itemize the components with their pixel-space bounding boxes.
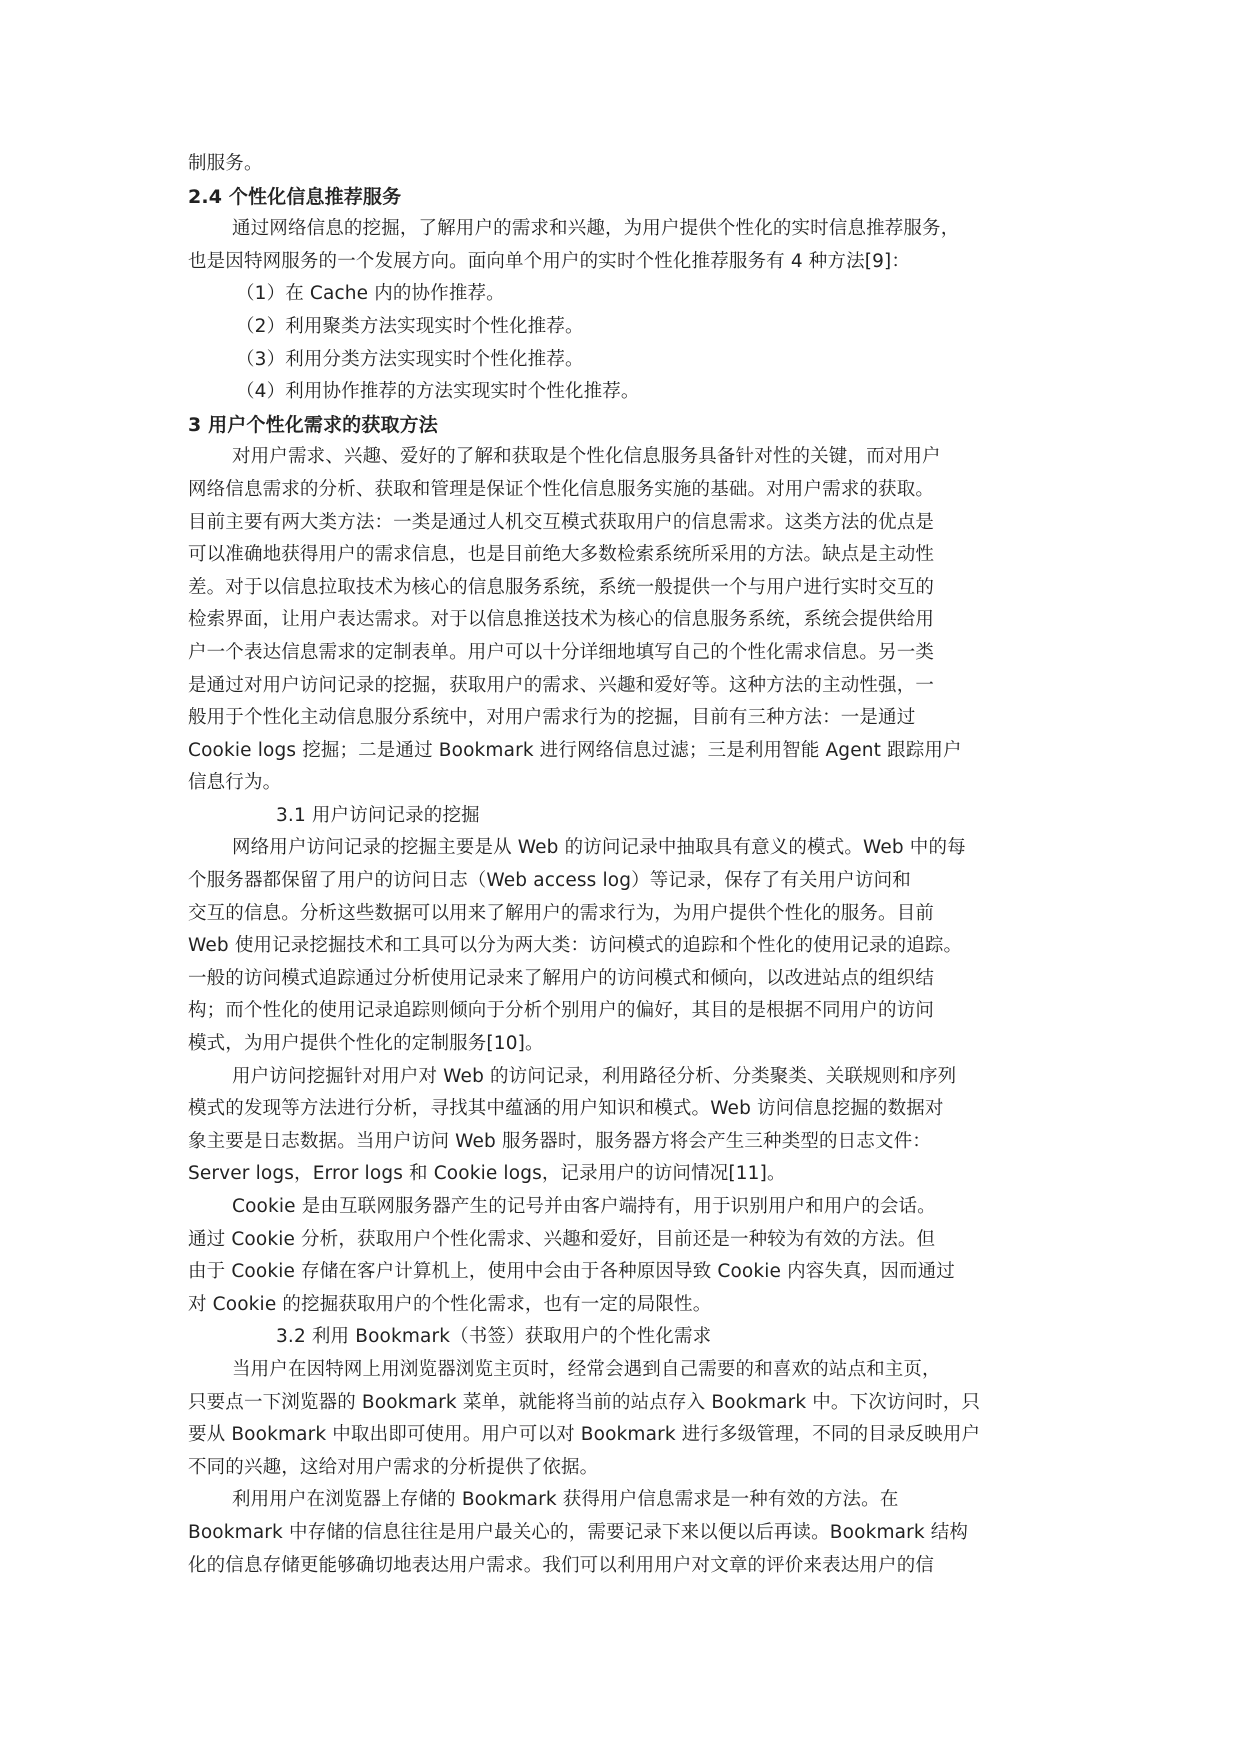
paragraph-first-line: 用户访问挖掘针对用户对 Web 的访问记录，利用路径分析、分类聚类、关联规则和序列: [232, 1065, 957, 1087]
paragraph-first-line: 当用户在因特网上用浏览器浏览主页时，经常会遇到自己需要的和喜欢的站点和主页，: [232, 1358, 941, 1380]
subsection-heading: 3.2 利用 Bookmark（书签）获取用户的个性化需求: [276, 1326, 712, 1348]
document-page: [188, 148, 1058, 1582]
text-line: 交互的信息。分析这些数据可以用来了解用户的需求行为，为用户提供个性化的服务。目前: [188, 902, 935, 924]
text-line: 信息行为。: [188, 772, 282, 794]
text-line: Cookie logs 挖掘；二是通过 Bookmark 进行网络信息过滤；三是利用智能 Agent 跟踪用户: [188, 739, 962, 761]
text-line: 差。对于以信息拉取技术为核心的信息服务系统，系统一般提供一个与用户进行实时交互的: [188, 576, 935, 598]
paragraph-first-line: 通过网络信息的挖掘，了解用户的需求和兴趣，为用户提供个性化的实时信息推荐服务，: [232, 218, 960, 240]
text-line: 对 Cookie 的挖掘获取用户的个性化需求，也有一定的局限性。: [188, 1293, 712, 1315]
text-line: 可以准确地获得用户的需求信息，也是目前绝大多数检索系统所采用的方法。缺点是主动性: [188, 544, 935, 566]
text-line: 户一个表达信息需求的定制表单。用户可以十分详细地填写自己的个性化需求信息。另一类: [188, 641, 935, 663]
paragraph-first-line: 对用户需求、兴趣、爱好的了解和获取是个性化信息服务具备针对性的关键，而对用户: [232, 446, 941, 468]
text-line: 通过 Cookie 分析，获取用户个性化需求、兴趣和爱好，目前还是一种较为有效的方法。但: [188, 1228, 936, 1250]
text-line: 目前主要有两大类方法：一类是通过人机交互模式获取用户的信息需求。这类方法的优点是: [188, 511, 935, 533]
paragraph-first-line: 利用用户在浏览器上存储的 Bookmark 获得用户信息需求是一种有效的方法。在: [232, 1489, 899, 1511]
list-item: （4）利用协作推荐的方法实现实时个性化推荐。: [236, 381, 640, 403]
text-line: 一般的访问模式追踪通过分析使用记录来了解用户的访问模式和倾向，以改进站点的组织结: [188, 967, 935, 989]
text-line: 化的信息存储更能够确切地表达用户需求。我们可以利用用户对文章的评价来表达用户的信: [188, 1554, 935, 1576]
text-line: 模式的发现等方法进行分析，寻找其中蕴涵的用户知识和模式。Web 访问信息挖掘的数据对: [188, 1098, 944, 1120]
text-line: 也是因特网服务的一个发展方向。面向单个用户的实时个性化推荐服务有 4 种方法[9]：: [188, 250, 911, 272]
text-line: Bookmark 中存储的信息往往是用户最关心的，需要记录下来以便以后再读。Bookmark 结构: [188, 1521, 969, 1543]
text-line: 象主要是日志数据。当用户访问 Web 服务器时，服务器方将会产生三种类型的日志文件：: [188, 1130, 931, 1152]
text-line: 是通过对用户访问记录的挖掘，获取用户的需求、兴趣和爱好等。这种方法的主动性强，一: [188, 674, 935, 696]
text-line: 检索界面，让用户表达需求。对于以信息推送技术为核心的信息服务系统，系统会提供给用: [188, 609, 935, 631]
text-line: Web 使用记录挖掘技术和工具可以分为两大类：访问模式的追踪和个性化的使用记录的追踪。: [188, 935, 963, 957]
text-line: 不同的兴趣，这给对用户需求的分析提供了依据。: [188, 1456, 599, 1478]
paragraph-first-line: 网络用户访问记录的挖掘主要是从 Web 的访问记录中抽取具有意义的模式。Web 中的每: [232, 837, 966, 859]
list-item: （2）利用聚类方法实现实时个性化推荐。: [236, 315, 584, 337]
text-line: 要从 Bookmark 中取出即可使用。用户可以对 Bookmark 进行多级管理，不同的目录反映用户: [188, 1424, 981, 1446]
text-line: 网络信息需求的分析、获取和管理是保证个性化信息服务实施的基础。对用户需求的获取。: [188, 478, 935, 500]
text-line: 由于 Cookie 存储在客户计算机上，使用中会由于各种原因导致 Cookie 内容失真，因而通过: [188, 1261, 955, 1283]
text-line: 般用于个性化主动信息服分系统中，对用户需求行为的挖掘，目前有三种方法：一是通过: [188, 707, 916, 729]
text-line: 模式，为用户提供个性化的定制服务[10]。: [188, 1033, 544, 1055]
subsection-heading: 3.1 用户访问记录的挖掘: [276, 804, 480, 826]
text-line: 制服务。: [188, 153, 263, 174]
section-heading: 3 用户个性化需求的获取方法: [188, 413, 438, 436]
text-line: 个服务器都保留了用户的访问日志（Web access log）等记录，保存了有关用户访问和: [188, 870, 911, 892]
text-line: 只要点一下浏览器的 Bookmark 菜单，就能将当前的站点存入 Bookmark 中。下次访问时，只: [188, 1391, 981, 1413]
paragraph-first-line: Cookie 是由互联网服务器产生的记号并由客户端持有，用于识别用户和用户的会话。: [232, 1196, 936, 1217]
section-heading: 2.4 个性化信息推荐服务: [188, 185, 402, 208]
list-item: （3）利用分类方法实现实时个性化推荐。: [236, 348, 584, 370]
list-item: （1）在 Cache 内的协作推荐。: [236, 283, 505, 305]
text-line: 构；而个性化的使用记录追踪则倾向于分析个别用户的偏好，其目的是根据不同用户的访问: [188, 1000, 935, 1022]
text-line: Server logs，Error logs 和 Cookie logs，记录用户的访问情况[11]。: [188, 1163, 786, 1185]
